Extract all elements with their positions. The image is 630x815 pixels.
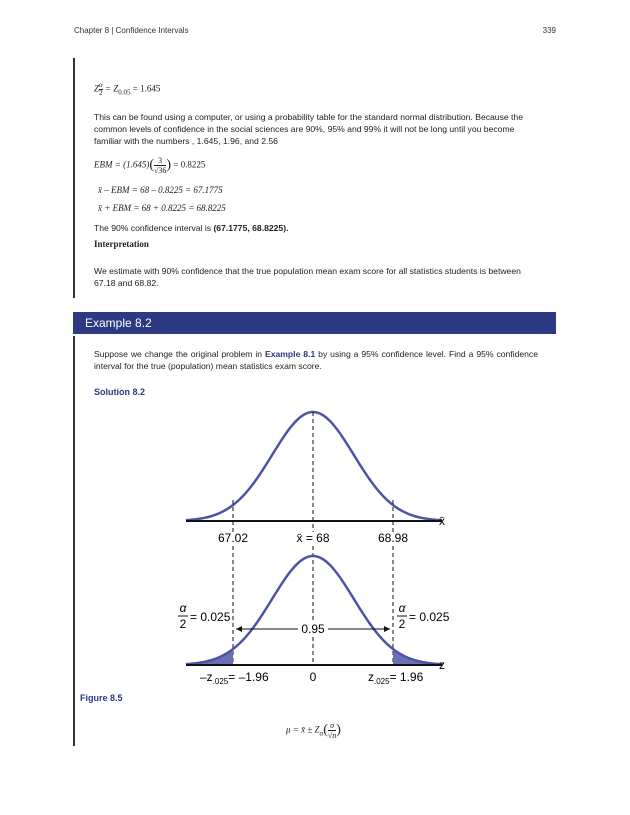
- left-alpha-den: 2: [179, 617, 187, 631]
- z-alpha-equation: Z $\frac{\alpha}{2}$ = $Z_{0.05} = 1.645$: [94, 81, 161, 97]
- example-problem-text: Suppose we change the original problem in Example 8.1 by using a 95% confidence level. Find a 95% confidence interval for the true (population) mean statistics exam score.: [94, 349, 539, 371]
- lower-bound-equation: x̄ – EBM = 68 – 0.8225 = 67.1775: [98, 185, 223, 195]
- solution-heading: Solution 8.2: [94, 387, 146, 397]
- top-right-label: 68.98: [377, 531, 409, 545]
- upper-bound-equation: x̄ + EBM = 68 + 0.8225 = 68.8225: [98, 203, 226, 213]
- left-alpha-num: α: [179, 601, 187, 615]
- bottom-axis-label: z: [439, 658, 445, 672]
- right-z-label: $z_{.025}= 1.96$: [368, 670, 424, 686]
- figure-caption: Figure 8.5: [80, 693, 123, 703]
- ebm-equation: EBM = (1.645)( $\frac{3}{√36}$ ) = 0.8225: [94, 156, 206, 175]
- interpretation-text: We estimate with 90% confidence that the true population mean exam score for all statistics students is between 67.18 and 68.82.: [94, 266, 521, 288]
- top-center-label: x̄ = 68: [296, 531, 330, 545]
- left-z-label: $-z_{.025}= -1.96$: [200, 670, 269, 686]
- top-axis-label: x̄: [439, 514, 445, 528]
- chapter-header: Chapter 8 | Confidence Intervals: [74, 26, 189, 35]
- top-left-label: 67.02: [217, 531, 249, 545]
- mu-equation: μ = x̄ ± $Z_\alpha$( $\frac{\sigma}{√n}$ ): [286, 721, 341, 740]
- confidence-interval-statement: The 90% confidence interval is (67.1775, 68.8225).: [94, 223, 289, 233]
- area-arrow-left-head: [236, 626, 242, 632]
- paragraph-z-values: This can be found using a computer, or using a probability table for the standard normal distribution. Because the common levels of confidence in the social sciences are 90%, 95% and 99% it will not be long until you become familiar with the numbers , 1.645, 1.96, and 2.56: [94, 112, 523, 146]
- example-8-1-link[interactable]: Example 8.1: [265, 349, 316, 359]
- right-alpha-den: 2: [398, 617, 406, 631]
- center-z-label: 0: [309, 670, 317, 684]
- top-normal-curve: [186, 412, 442, 520]
- right-alpha-num: α: [398, 601, 406, 615]
- left-alpha-value: = 0.025: [190, 610, 231, 624]
- page-number: 339: [542, 26, 556, 35]
- center-area-label: 0.95: [301, 622, 325, 636]
- interpretation-heading: Interpretation: [94, 239, 149, 249]
- right-alpha-value: = 0.025: [409, 610, 450, 624]
- area-arrow-right-head: [384, 626, 390, 632]
- example-title: Example 8.2: [85, 316, 152, 330]
